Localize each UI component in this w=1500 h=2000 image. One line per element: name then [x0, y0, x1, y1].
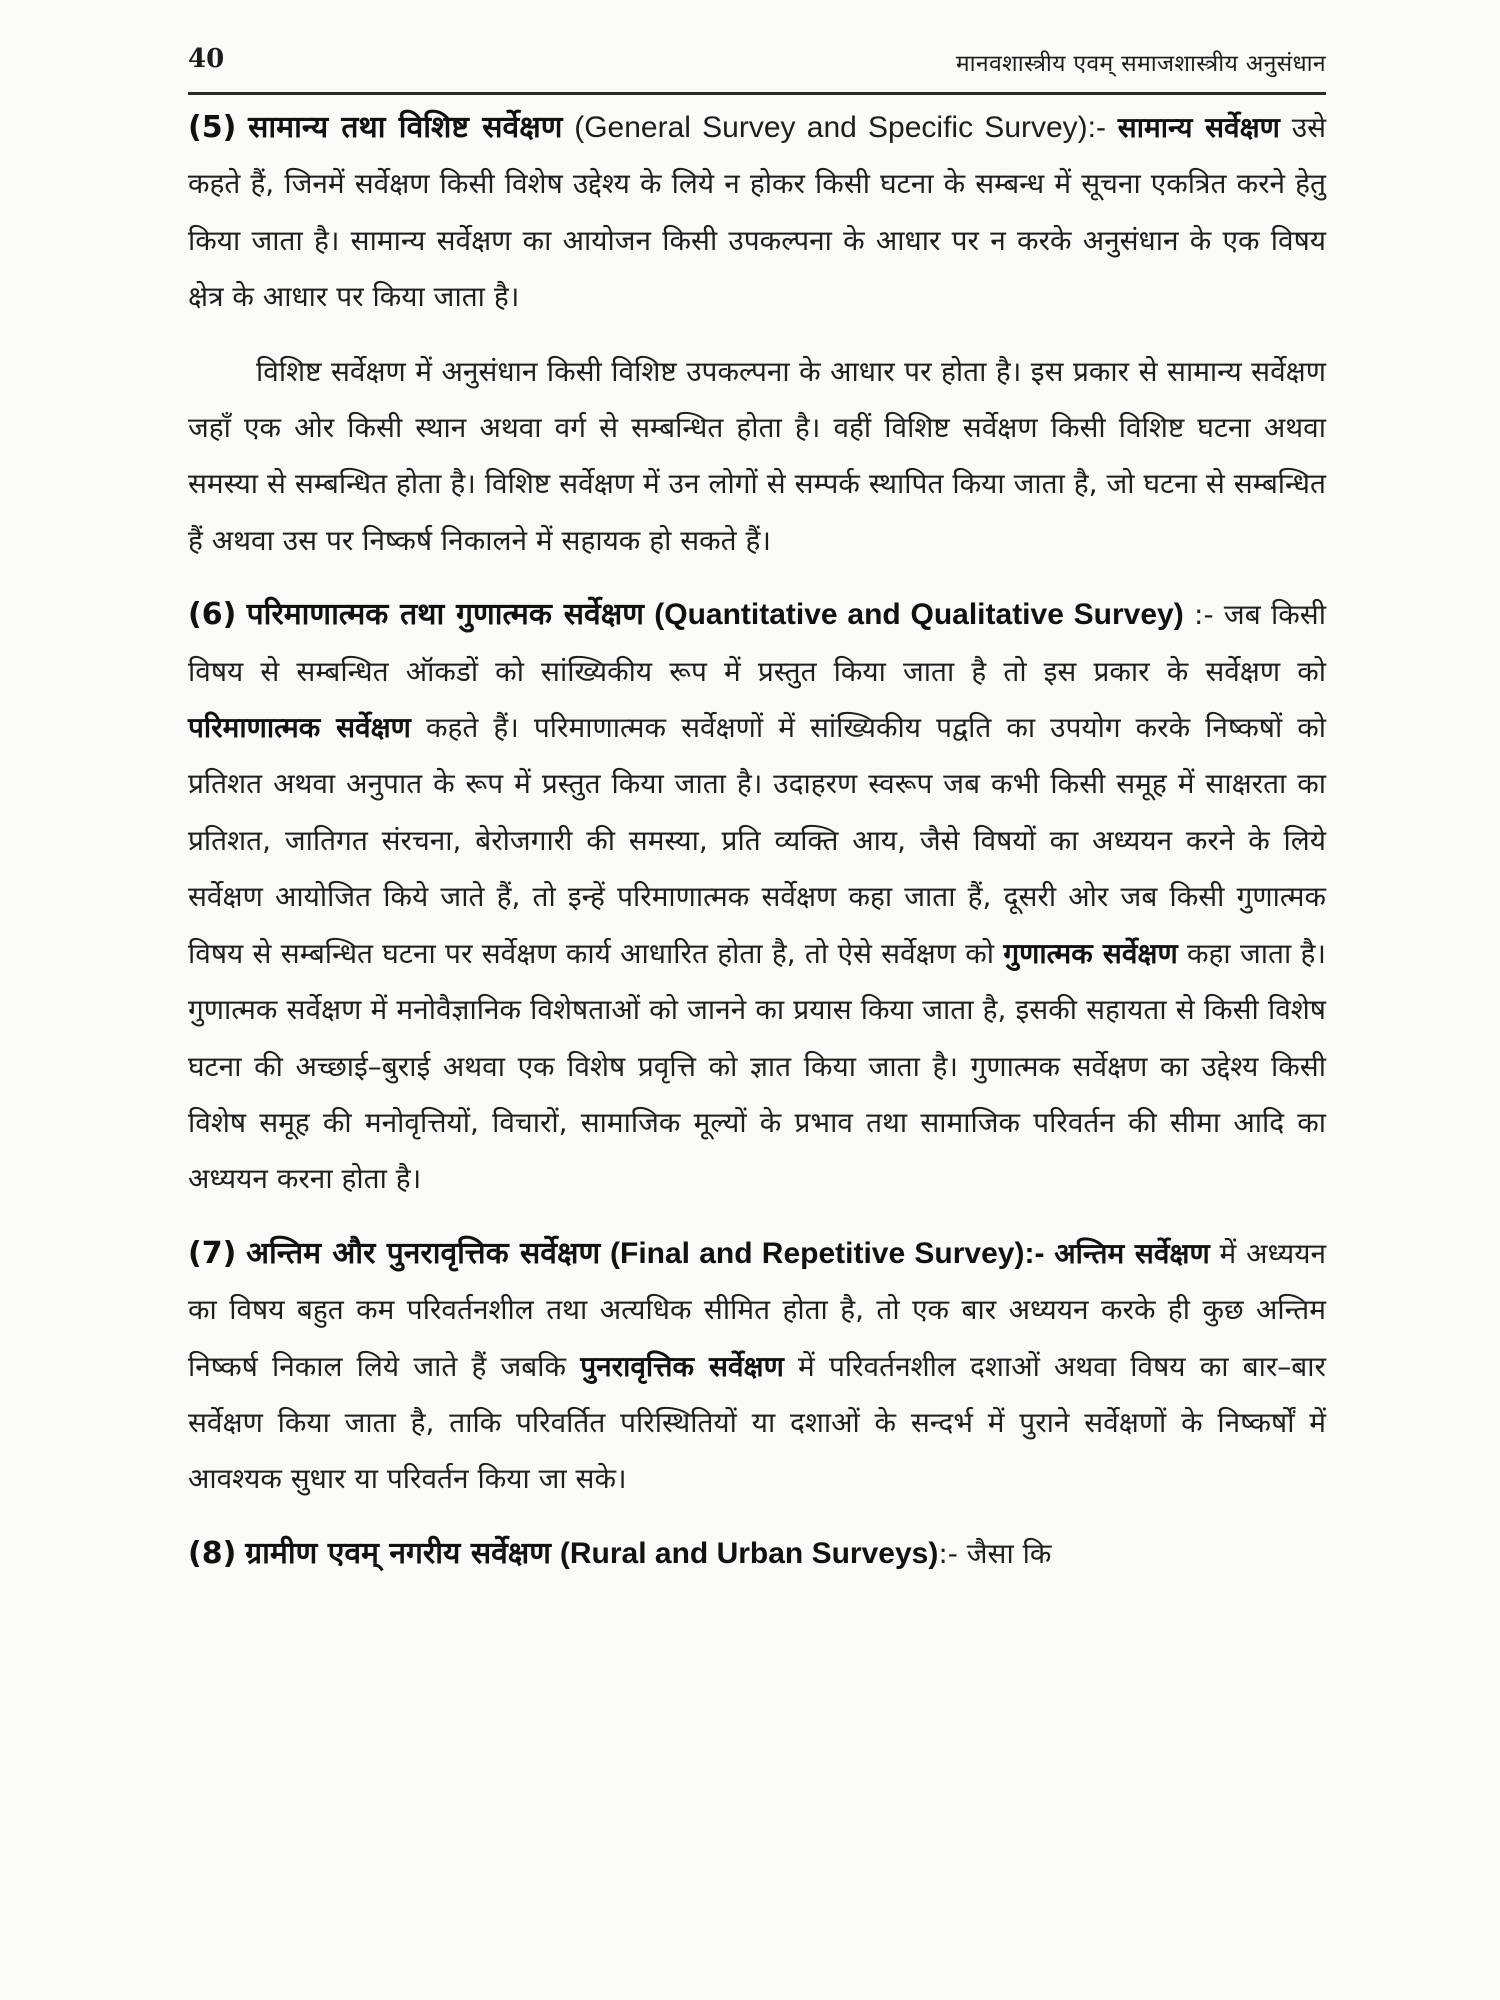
section-5-heading-english: (General Survey and Specific Survey):- [574, 111, 1106, 144]
section-7-text-a: में अध्ययन का विषय बहुत कम परिवर्तनशील तथा अत्यधिक सीमित होता है, तो एक बार अध्ययन करके ही कुछ अन्तिम निष्कर्ष निकाल लिये जाते हैं जबकि [188, 1236, 1327, 1383]
section-6-paragraph [188, 587, 1326, 1207]
section-5-paragraph [188, 100, 1326, 326]
section-7-number: (7) [188, 1235, 237, 1271]
term-quantitative-survey: परिमाणात्मक सर्वेक्षण [188, 711, 411, 745]
term-final-survey: अन्तिम सर्वेक्षण [1054, 1236, 1210, 1270]
section-6-heading: परिमाणात्मक तथा गुणात्मक सर्वेक्षण [246, 597, 644, 633]
term-qualitative-survey: गुणात्मक सर्वेक्षण [1003, 936, 1178, 970]
section-7-paragraph [188, 1226, 1326, 1508]
page-number: 40 [188, 44, 225, 74]
section-7-text-b: में परिवर्तनशील दशाओं अथवा विषय का बार–बार सर्वेक्षण किया जाता है, ताकि परिवर्तित परिस्थितियों या दशाओं के सन्दर्भ में पुराने सर्वेक्षणों के निष्कर्षों में आवश्यक सुधार या परिवर्तन किया जा सके। [188, 1349, 1326, 1496]
section-5-number: (5) [188, 110, 237, 145]
running-title: मानवशास्त्रीय एवम् समाजशास्त्रीय अनुसंधान [955, 51, 1326, 77]
term-general-survey: सामान्य सर्वेक्षण [1117, 111, 1280, 144]
section-5-heading: सामान्य तथा विशिष्ट सर्वेक्षण [248, 110, 563, 145]
section-6-text-b: कहते हैं। परिमाणात्मक सर्वेक्षणों में सांख्यिकीय पद्वति का उपयोग करके निष्कषों को प्रतिशत अथवा अनुपात के रूप में प्रस्तुत किया जाता है। उदाहरण स्वरूप जब कभी किसी समूह में साक्षरता का प्रतिशत, जातिगत संरचना, बेरोजगारी की समस्या, प्रति व्यक्ति आय, जैसे विषयों का अध्ययन करने के लिये सर्वेक्षण आयोजित किये जाते हैं, तो इन्हें परिमाणात्मक सर्वेक्षण कहा जाता हैं, दूसरी ओर जब किसी गुणात्मक विषय से सम्बन्धित घटना पर सर्वेक्षण कार्य आधारित होता है, तो ऐसे सर्वेक्षण को [188, 711, 1327, 970]
section-8-heading: ग्रामीण एवम् नगरीय सर्वेक्षण [245, 1535, 551, 1571]
page-header [188, 42, 1326, 95]
page-body [188, 100, 1326, 1582]
section-5-paragraph-2: विशिष्ट सर्वेक्षण में अनुसंधान किसी विशिष्ट उपकल्पना के आधार पर होता है। इस प्रकार से सामान्य सर्वेक्षण जहॉं एक ओर किसी स्थान अथवा वर्ग से सम्बन्धित होता है। वहीं विशिष्ट सर्वेक्षण किसी विशिष्ट घटना अथवा समस्या से सम्बन्धित होता है। विशिष्ट सर्वेक्षण में उन लोगों से सम्पर्क स्थापित किया जाता है, जो घटना से सम्बन्धित हैं अथवा उस पर निष्कर्ष निकालने में सहायक हो सकते हैं। [188, 354, 1326, 557]
section-8-heading-english: (Rural and Urban Surveys) [559, 1536, 939, 1570]
term-repetitive-survey: पुनरावृत्तिक सर्वेक्षण [580, 1349, 784, 1383]
section-6-heading-english: (Quantitative and Qualitative Survey) [654, 598, 1184, 632]
section-8-number: (8) [188, 1535, 237, 1571]
section-7-heading: अन्तिम और पुनरावृत्तिक सर्वेक्षण [246, 1235, 601, 1271]
section-8-paragraph [188, 1526, 1326, 1582]
section-6-number: (6) [188, 597, 237, 633]
section-6-text-a: :- जब किसी विषय से सम्बन्धित ऑकडों को सांख्यिकीय रूप में प्रस्तुत किया जाता है तो इस प्रकार के सर्वेक्षण को [188, 598, 1326, 688]
section-8-text: :- जैसा कि [938, 1536, 1052, 1570]
section-6-text-c: कहा जाता है। गुणात्मक सर्वेक्षण में मनोवैज्ञानिक विशेषताओं को जानने का प्रयास किया जाता है, इसकी सहायता से किसी विशेष घटना की अच्छाई–बुराई अथवा एक विशेष प्रवृत्ति को ज्ञात किया जाता है। गुणात्मक सर्वेक्षण का उद्देश्य किसी विशेष समूह की मनोवृत्तियों, विचारों, सामाजिक मूल्यों के प्रभाव तथा सामाजिक परिवर्तन की सीमा आदि का अध्ययन करना होता है। [188, 936, 1327, 1196]
section-7-heading-english: (Final and Repetitive Survey):- [610, 1236, 1045, 1270]
section-5-text: उसे कहते हैं, जिनमें सर्वेक्षण किसी विशेष उद्देश्य के लिये न होकर किसी घटना के सम्बन्ध में सूचना एकत्रित करने हेतु किया जाता है। सामान्य सर्वेक्षण का आयोजन किसी उपकल्पना के आधार पर न करके अनुसंधान के एक विषय क्षेत्र के आधार पर किया जाता है। [188, 111, 1326, 314]
